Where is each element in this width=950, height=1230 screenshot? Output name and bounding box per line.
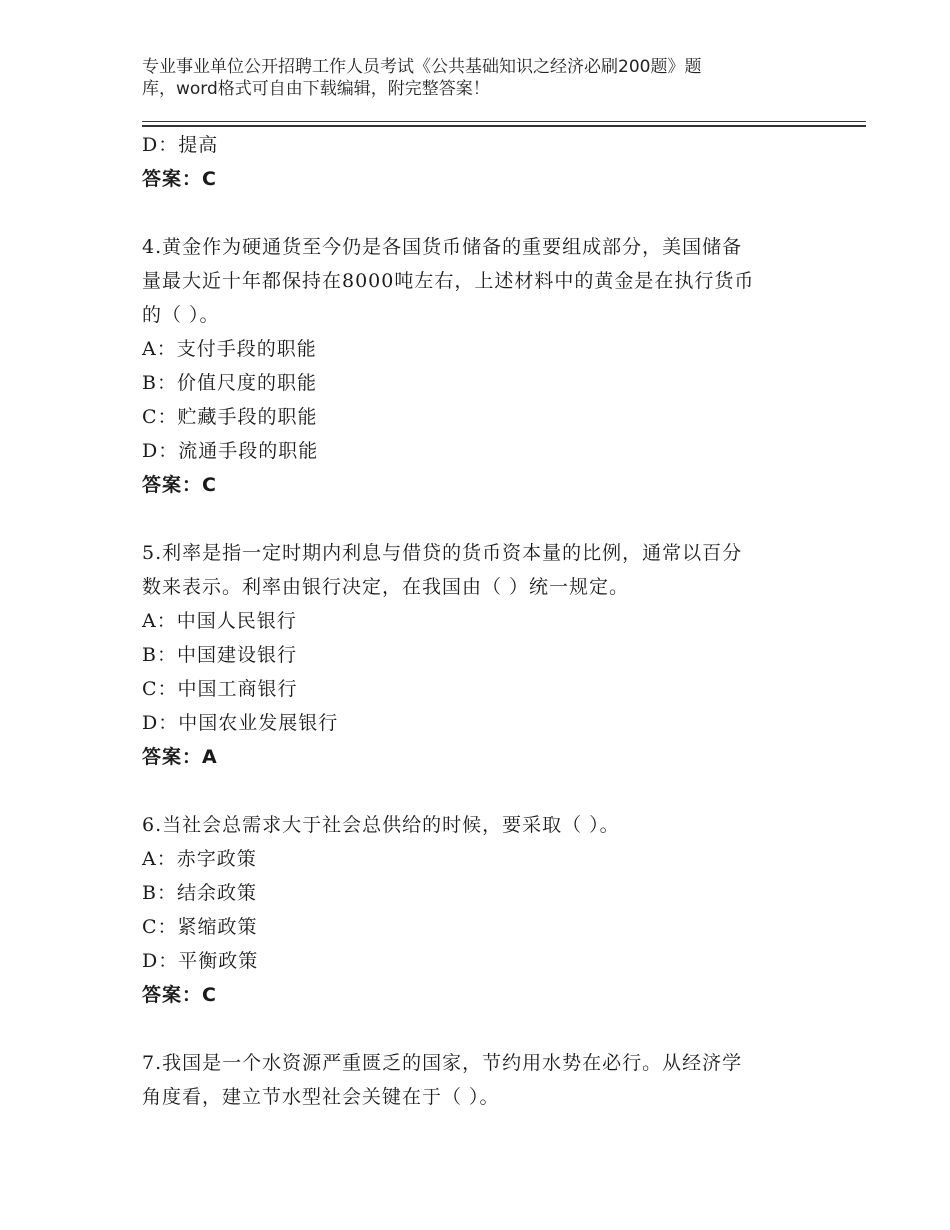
document-header <box>142 56 782 100</box>
header-line-2: 库，word格式可自由下载编辑，附完整答案！ <box>142 79 490 99</box>
question-stem-line: 5.利率是指一定时期内利息与借贷的货币资本量的比例，通常以百分 <box>142 542 743 564</box>
question-stem-line: 7.我国是一个水资源严重匮乏的国家，节约用水势在必行。从经济学 <box>142 1052 743 1074</box>
header-line-1: 专业事业单位公开招聘工作人员考试《公共基础知识之经济必刷200题》题 <box>142 57 702 77</box>
option-b: B：结余政策 <box>142 882 257 904</box>
option-c: C：紧缩政策 <box>142 916 258 938</box>
option-d: D：中国农业发展银行 <box>142 712 339 734</box>
option-a: A：赤字政策 <box>142 848 257 870</box>
question-stem-line: 4.黄金作为硬通货至今仍是各国货币储备的重要组成部分，美国储备 <box>142 236 743 258</box>
spacer <box>142 502 842 536</box>
option-d: D：平衡政策 <box>142 950 259 972</box>
spacer <box>142 1012 842 1046</box>
spacer <box>142 774 842 808</box>
header-rule-thick <box>142 125 866 127</box>
option-b: B：价值尺度的职能 <box>142 372 317 394</box>
option-b: B：中国建设银行 <box>142 644 297 666</box>
option-a: A：中国人民银行 <box>142 610 297 632</box>
question-stem-line: 角度看，建立节水型社会关键在于（ ）。 <box>142 1086 500 1108</box>
question-stem-line: 的（ ）。 <box>142 304 220 326</box>
option-a: A：支付手段的职能 <box>142 338 317 360</box>
answer: 答案：C <box>142 984 217 1006</box>
question-stem-line: 量最大近十年都保持在8000吨左右，上述材料中的黄金是在执行货币 <box>142 270 755 292</box>
question-6 <box>142 808 842 1012</box>
prev-answer: 答案：C <box>142 168 217 190</box>
prev-option-d: D：提高 <box>142 134 219 156</box>
option-c: C：贮藏手段的职能 <box>142 406 318 428</box>
question-stem-line: 数来表示。利率由银行决定，在我国由（ ）统一规定。 <box>142 576 630 598</box>
option-c: C：中国工商银行 <box>142 678 298 700</box>
question-5 <box>142 536 842 774</box>
answer: 答案：A <box>142 746 218 768</box>
document-body <box>142 128 842 1114</box>
header-rule-thin <box>142 121 866 122</box>
question-7 <box>142 1046 842 1114</box>
option-d: D：流通手段的职能 <box>142 440 319 462</box>
spacer <box>142 196 842 230</box>
answer: 答案：C <box>142 474 217 496</box>
question-stem-line: 6.当社会总需求大于社会总供给的时候，要采取（ ）。 <box>142 814 620 836</box>
question-4 <box>142 230 842 502</box>
